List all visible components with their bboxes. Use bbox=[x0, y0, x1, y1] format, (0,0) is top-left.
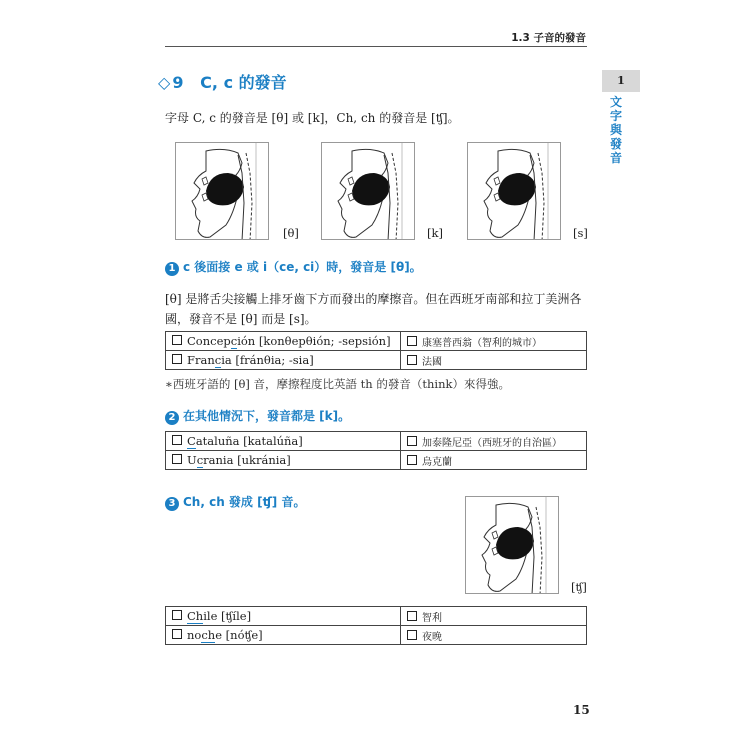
word-part: U bbox=[187, 453, 197, 467]
ipa-text: [konθepθión; -sepsión] bbox=[258, 334, 391, 348]
header-rule bbox=[165, 46, 587, 47]
word-part: no bbox=[187, 628, 202, 642]
vocab-table-3 bbox=[165, 606, 587, 645]
meaning-text: 夜晚 bbox=[422, 631, 442, 643]
number-badge-2: 2 bbox=[165, 411, 179, 425]
footnote: ∗西班牙語的 [θ] 音，摩擦程度比英語 th 的發音（think）來得強。 bbox=[165, 377, 510, 391]
mouth-diagram-ch bbox=[465, 496, 559, 594]
meaning-text: 法國 bbox=[422, 356, 442, 368]
vocab-table-1 bbox=[165, 331, 587, 370]
checkbox-icon[interactable] bbox=[407, 336, 417, 346]
mouth-diagram-s bbox=[467, 142, 561, 240]
diagram-label-theta: [θ] bbox=[283, 226, 299, 240]
meaning-cell bbox=[401, 332, 587, 351]
subsection-1-text: c 後面接 e 或 i（ce, ci）時，發音是 [θ]。 bbox=[183, 260, 422, 274]
subsection-3-title bbox=[165, 493, 305, 511]
subsection-2-text: 在其他情況下，發音都是 [k]。 bbox=[183, 409, 351, 423]
diagram-label-k: [k] bbox=[427, 226, 443, 240]
section-number: 9 bbox=[172, 73, 184, 92]
diamond-icon: ◇ bbox=[158, 73, 171, 92]
subsection-1-title bbox=[165, 258, 422, 276]
mouth-diagram-icon bbox=[468, 143, 560, 239]
table-row bbox=[166, 432, 587, 451]
ipa-text: [fránθia; -sia] bbox=[235, 353, 314, 367]
word-highlight: c bbox=[196, 453, 204, 467]
checkbox-icon[interactable] bbox=[172, 354, 182, 364]
checkbox-icon[interactable] bbox=[407, 355, 417, 365]
mouth-diagram-icon bbox=[466, 497, 558, 593]
ipa-text: [ukránia] bbox=[237, 453, 291, 467]
word-cell bbox=[166, 432, 401, 451]
word-cell bbox=[166, 351, 401, 370]
section-title-text: C, c 的發音 bbox=[200, 73, 287, 92]
word-part: e bbox=[215, 628, 223, 642]
mouth-diagram-icon bbox=[176, 143, 268, 239]
word-cell bbox=[166, 626, 401, 645]
word-highlight: c bbox=[230, 334, 238, 348]
chapter-tab: 1 bbox=[602, 70, 640, 92]
chapter-label: 文字與發音 bbox=[610, 95, 623, 165]
meaning-text: 康塞普西翁（智利的城市） bbox=[422, 337, 542, 349]
word-cell bbox=[166, 451, 401, 470]
checkbox-icon[interactable] bbox=[407, 455, 417, 465]
table-row bbox=[166, 351, 587, 370]
word-cell bbox=[166, 607, 401, 626]
intro-text: 字母 C, c 的發音是 [θ] 或 [k]，Ch, ch 的發音是 [ʧ]。 bbox=[165, 111, 460, 125]
meaning-cell bbox=[401, 351, 587, 370]
meaning-cell bbox=[401, 626, 587, 645]
vocab-table-2 bbox=[165, 431, 587, 470]
subsection-3-text: Ch, ch 發成 [ʧ] 音。 bbox=[183, 495, 306, 509]
meaning-text: 智利 bbox=[422, 612, 442, 624]
number-badge-3: 3 bbox=[165, 497, 179, 511]
word-part: ataluña bbox=[195, 434, 240, 448]
subsection-1-paragraph: [θ] 是將舌尖接觸上排牙齒下方而發出的摩擦音。但在西班牙南部和拉丁美洲各國，發音不是 [θ] 而是 [s]。 bbox=[165, 292, 582, 326]
word-part: ia bbox=[221, 353, 232, 367]
checkbox-icon[interactable] bbox=[407, 630, 417, 640]
number-badge-1: 1 bbox=[165, 262, 179, 276]
checkbox-icon[interactable] bbox=[172, 435, 182, 445]
meaning-cell bbox=[401, 451, 587, 470]
word-cell bbox=[166, 332, 401, 351]
word-highlight: Ch bbox=[187, 609, 204, 623]
checkbox-icon[interactable] bbox=[172, 454, 182, 464]
word-part: ile bbox=[203, 609, 218, 623]
ipa-text: [ʧíle] bbox=[221, 609, 252, 623]
table-row bbox=[166, 332, 587, 351]
ipa-text: [nóʧe] bbox=[225, 628, 263, 642]
meaning-text: 加泰隆尼亞（西班牙的自治區） bbox=[422, 437, 562, 449]
mouth-diagram-k bbox=[321, 142, 415, 240]
meaning-cell bbox=[401, 607, 587, 626]
checkbox-icon[interactable] bbox=[172, 335, 182, 345]
subsection-2-title bbox=[165, 407, 350, 425]
word-highlight: C bbox=[187, 434, 196, 448]
table-row bbox=[166, 451, 587, 470]
checkbox-icon[interactable] bbox=[407, 611, 417, 621]
word-part: Concep bbox=[187, 334, 231, 348]
table-row bbox=[166, 607, 587, 626]
word-part: rania bbox=[203, 453, 234, 467]
table-row bbox=[166, 626, 587, 645]
word-highlight: c bbox=[214, 353, 222, 367]
mouth-diagram-icon bbox=[322, 143, 414, 239]
word-highlight: ch bbox=[201, 628, 216, 642]
diagram-label-ch: [ʧ] bbox=[571, 580, 587, 594]
ipa-text: [katalúña] bbox=[243, 434, 303, 448]
checkbox-icon[interactable] bbox=[407, 436, 417, 446]
meaning-cell bbox=[401, 432, 587, 451]
word-part: ión bbox=[237, 334, 256, 348]
section-title bbox=[158, 70, 287, 93]
word-part: Fran bbox=[187, 353, 215, 367]
diagram-label-s: [s] bbox=[573, 226, 588, 240]
checkbox-icon[interactable] bbox=[172, 610, 182, 620]
mouth-diagram-theta bbox=[175, 142, 269, 240]
page-number: 15 bbox=[573, 703, 590, 717]
meaning-text: 烏克蘭 bbox=[422, 456, 452, 468]
checkbox-icon[interactable] bbox=[172, 629, 182, 639]
running-header: 1.3 子音的發音 bbox=[511, 32, 586, 44]
